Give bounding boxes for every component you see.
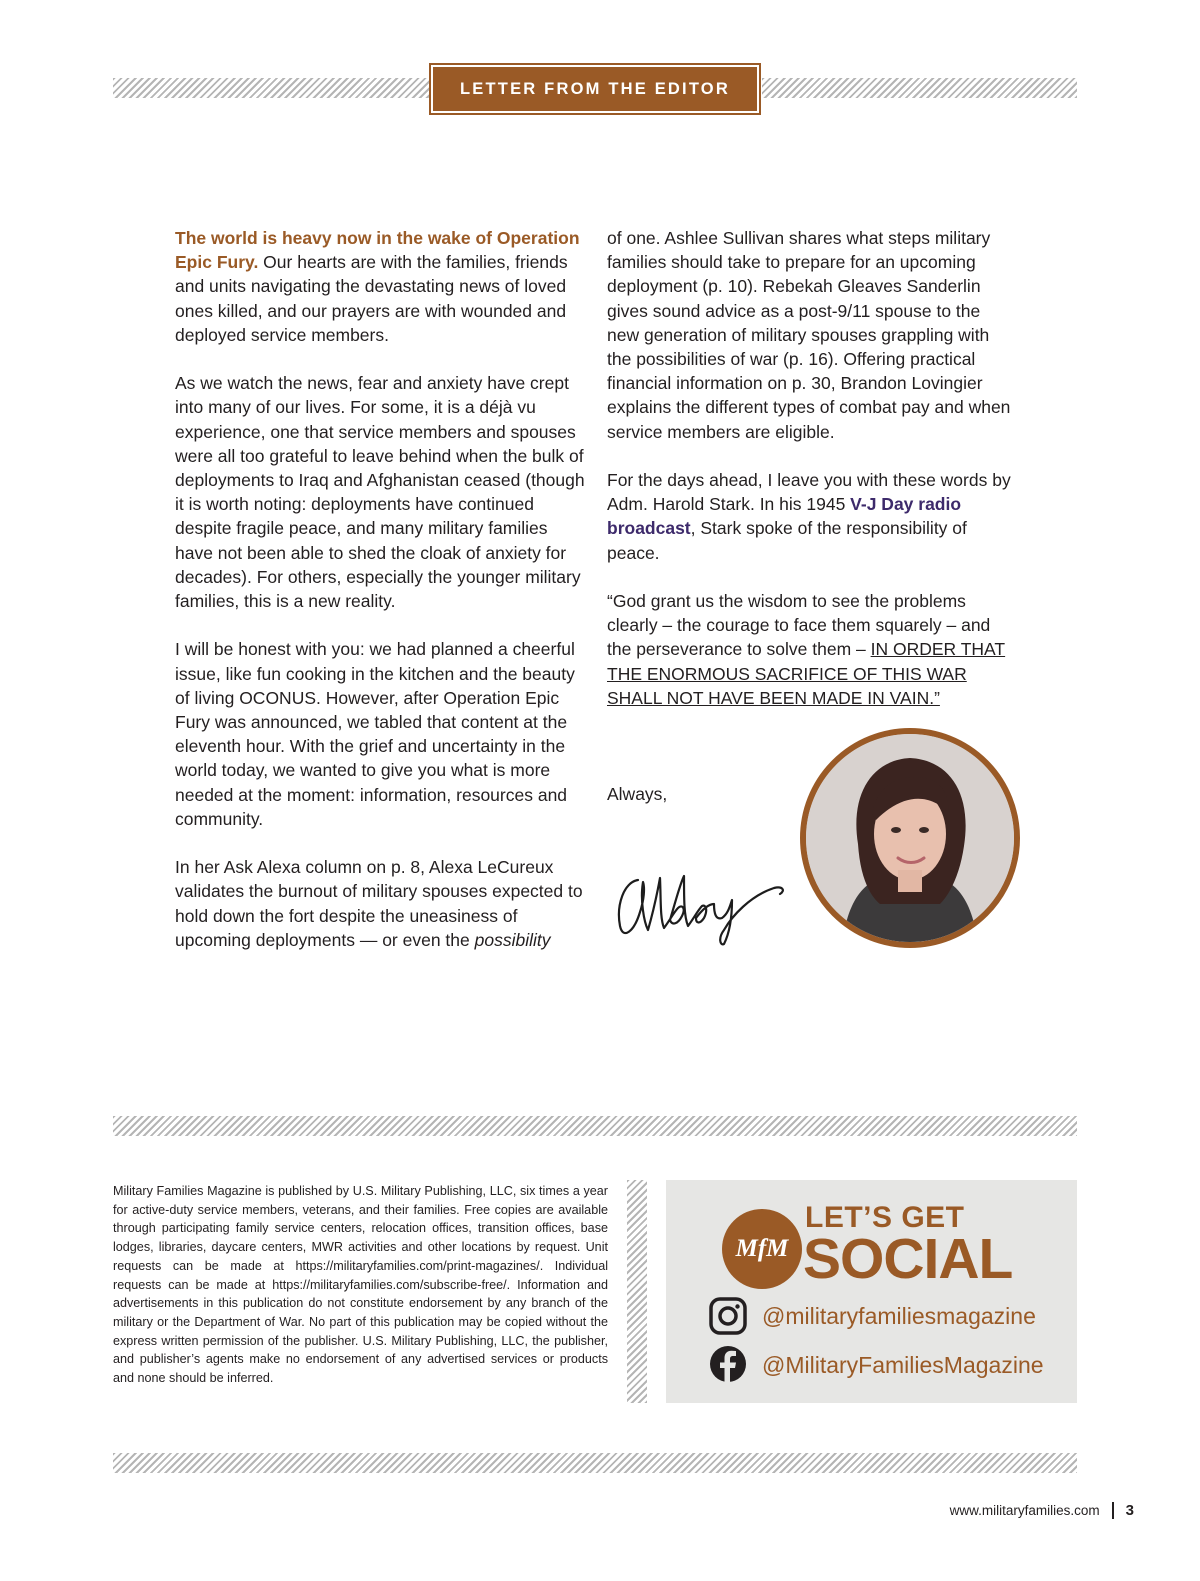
letter-p5-text: For the days ahead, I leave you with these words by Adm. Harold Stark. In his 1945 [607,470,1011,515]
letter-p4-italic: possibility [474,929,551,950]
stark-quote-underlined: IN ORDER THAT THE ENORMOUS SACRIFICE OF THIS WAR SHALL NOT HAVE BEEN MADE IN VAIN.” [607,639,1006,708]
instagram-handle[interactable]: @militaryfamiliesmagazine [762,1303,1036,1329]
instagram-icon[interactable] [708,1296,748,1336]
social-heading-large: SOCIAL [803,1227,1013,1291]
section-banner-label: LETTER FROM THE EDITOR [460,79,730,98]
letter-column-left [175,226,585,976]
header-hatch-left [113,78,429,98]
vj-day-broadcast-link[interactable]: V-J Day radio broadcast [607,494,962,539]
letter-paragraph-2: As we watch the news, fear and anxiety have crept into many of our lives. For some, it is a déjà vu experience, one that service members and spouses were all too grateful to leave behind when the bulk of deployments to Iraq and Afghanistan ceased (though it is worth noting: deployments have continued despite fragile peace, and many military families have not been able to shed the cloak of anxiety for decades). For others, especially the younger military families, this is a new reality. [175,373,585,612]
social-panel [666,1180,1077,1403]
editor-portrait [806,734,1014,942]
mfm-logo: MfM [722,1209,802,1289]
letter-paragraph-4 [175,855,585,952]
editor-photo [800,728,1020,948]
letter-paragraph-4-cont: of one. Ashlee Sullivan shares what steps military families should take to prepare for an upcoming deployment (p. 10). Rebekah Gleaves Sanderlin gives sound advice as a post-9/11 spouse to the new generation of military spouses grappling with the possibilities of war (p. 16). Offering practical financial information on p. 30, Brandon Lovingier explains the different types of combat pay and when service members are eligible. [607,228,1011,442]
letter-p5-text-end: , Stark spoke of the responsibility of peace. [607,518,967,563]
letter-paragraph-3: I will be honest with you: we had planned a cheerful issue, like fun cooking in the kitchen and the beauty of living OCONUS. However, after Operation Epic Fury was announced, we tabled that content at the eleventh hour. With the grief and uncertainty in the world today, we wanted to give you what is more needed at the moment: information, resources and community. [175,639,575,829]
letter-p1-text: Our hearts are with the families, friends and units navigating the devastating news of loved ones killed, and our prayers are with wounded and deployed service members. [175,252,568,345]
section-divider-bottom [113,1453,1077,1473]
letter-closing: Always, [607,784,668,805]
disclaimer-hatch-vertical [627,1180,647,1403]
section-banner [431,65,759,113]
stark-quote-text: “God grant us the wisdom to see the problems clearly – the courage to face them squarely – and the perseverance to solve them – [607,591,991,660]
header-hatch-right [762,78,1077,98]
stark-quote [607,589,1017,710]
social-heading-small: LET’S GET [805,1201,965,1234]
facebook-icon[interactable] [708,1344,748,1384]
editor-signature [610,860,800,950]
page-footer [950,1502,1134,1519]
footer-separator [1112,1502,1114,1519]
publication-disclaimer: Military Families Magazine is published by U.S. Military Publishing, LLC, six times a year for active-duty service members, veterans, and their families. Free copies are available through participating family service centers, relocation offices, transition offices, base lodges, libraries, daycare centers, MWR activities and other locations by request. Unit requests can be made at https://militaryfamilies.com/print-magazines/. Individual requests can be made at https://militaryfamilies.com/subscribe-free/. Information and advertisements in this publication do not constitute endorsement by any branch of the military or the Department of War. No part of this publication may be copied without the express written permission of the publisher. U.S. Military Publishing, LLC, the publisher, and publisher’s agents make no endorsement of any advertised services or products and none should be inferred. [113,1184,608,1386]
footer-website[interactable]: www.militaryfamilies.com [949,1503,1100,1518]
facebook-handle[interactable]: @MilitaryFamiliesMagazine [762,1352,1044,1378]
letter-p4-text: In her Ask Alexa column on p. 8, Alexa LeCureux validates the burnout of military spouses expected to hold down the fort despite the uneasiness of upcoming deployments — or even the [175,857,583,950]
letter-lead: The world is heavy now in the wake of Operation Epic Fury. [175,228,580,273]
page-number: 3 [1125,1502,1134,1519]
section-divider-top [113,1116,1077,1136]
letter-paragraph-1 [175,226,585,347]
letter-paragraph-5 [607,468,1017,565]
